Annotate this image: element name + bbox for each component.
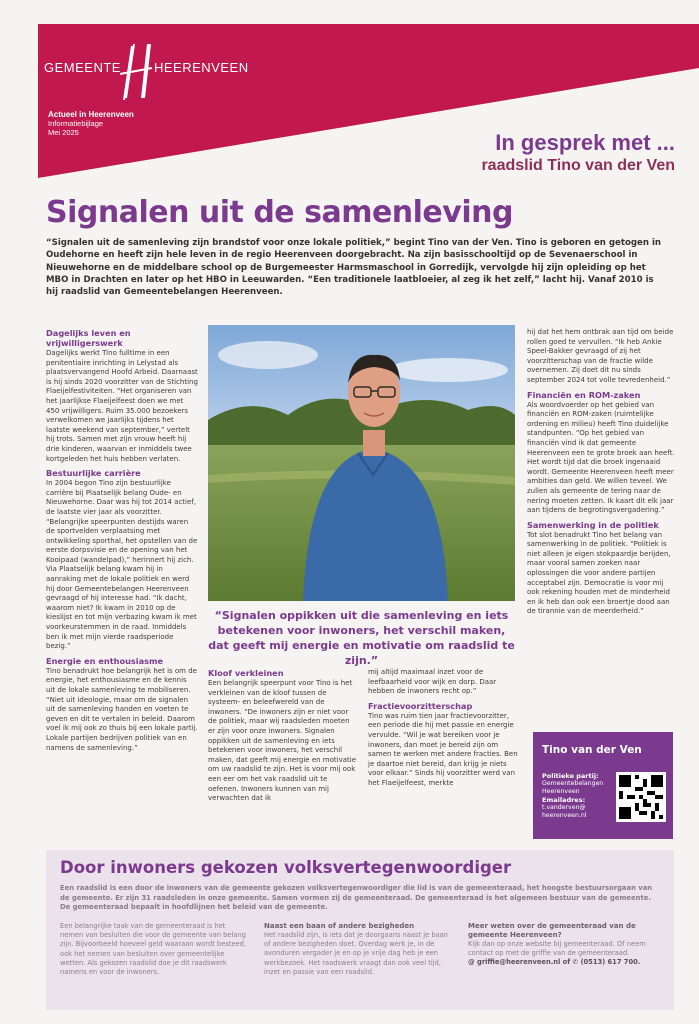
email-value[interactable]: t.vanderven@ (542, 804, 586, 811)
info-text: Kijk dan op onze website bij gemeenteraad. Of neem contact op met de griffie van de gemeenteraad. (468, 940, 646, 958)
column-3 (368, 668, 518, 791)
section-title: Bestuurlijke carrière (46, 468, 141, 479)
kicker (481, 130, 675, 176)
info-column-1 (60, 922, 250, 977)
article-headline: Signalen uit de samenleving (46, 195, 513, 230)
party-value: Heerenveen (542, 788, 580, 795)
section-title: Dagelijks leven en vrijwilligerswerk (46, 328, 131, 348)
info-title: Naast een baan of andere bezigheden (264, 922, 415, 930)
section-text: Tot slot benadrukt Tino het belang van samenwerking in de politiek. “Politiek is niet alleen je eigen stokpaardje berijden, maar vooral samen zoeken naar oplossingen die voor andere partijen acceptabel zijn. Democratie is voor mij ook rekening houden met de minderheid en ik heb dan ook een broertje dood aan de tirannie van de meerderheid.” (527, 530, 671, 616)
article-lead: “Signalen uit de samenleving zijn brandstof voor onze lokale politiek,” begint Tino van der Ven. Tino is geboren en getogen in Oudehorne en heeft zijn hele leven in de regio Heerenveen doorgebracht. Na zijn basisschooltijd op de Sevenaerschool in Nieuwehorne en de middelbare school op de Burgemeester Harmsmaschool in Gorredijk, vervolgde hij zijn opleiding op het MBO in Drachten en later op het HBO in Leeuwarden. “Een traditionele laatbloeier, al zeg ik het zelf,” lacht hij. Vanaf 2010 is hij raadslid van Gemeentebelangen Heerenveen. (46, 238, 662, 298)
column-4 (527, 328, 675, 619)
profile-info (542, 772, 612, 820)
info-text: Een belangrijke taak van de gemeenteraad is het nemen van besluiten die voor de gemeente van belang zijn. Bijvoorbeeld hoeveel geld waaraan wordt besteed, ook het nemen van besluiten over gemeentelijke wetten. Als gekozen raadslid doe je dit raadswerk namens en voor de inwoners. (60, 922, 247, 977)
heerenveen-logo-icon (118, 40, 154, 102)
email-icon: @ (468, 958, 475, 967)
griffie-email-link[interactable]: griffie@heerenveen.nl (477, 958, 561, 967)
section-text: Als woordvoerder op het gebied van financiën en ROM-zaken (ruimtelijke ordening en milieu) heeft Tino duidelijke standpunten. “Op het gebied van financiën vind ik dat gemeente Heerenveen een te grote broek aan heeft. Het wordt tijd dat die broek ingenaaid wordt. Gemeente Heerenveen heeft meer ambities dan geld. We willen teveel. We zullen als gemeente de tering naar de nering moeten zetten. Ik kaart dit elk jaar aan tijdens de begrotingsvergadering.” (527, 400, 675, 515)
profile-card (533, 732, 673, 839)
info-box-lead: Een raadslid is een door de inwoners van de gemeente gekozen volksvertegenwoordiger die lid is van de gemeenteraad, het hoogste bestuursorgaan van de gemeente. Er zijn 31 raadsleden in onze gemeente. Samen vormen zij de gemeenteraad. De gemeenteraad is het algemeen bestuur van de gemeente. De gemeenteraad bepaalt in hoofdlijnen het beleid van de gemeente. (60, 884, 653, 912)
section-text: Dagelijks werkt Tino fulltime in een penitentiaire inrichting in Lelystad als plaatsvervangend Hoofd Arbeid. Daarnaast is hij sinds 2020 voorzitter van de Stichting Flaeijelfestiviteiten. “Het organiseren van het jaarlijkse Flaeijelfeest doen we met 450 vrijwilligers. Ruim 35.000 bezoekers verwelkomen we jaarlijks tijdens het laatste weekend van september,” vertelt hij trots. Samen met zijn vrouw heeft hij drie kinderen, waarvan er inmiddels twee kortgeleden het huis hebben verlaten. (46, 349, 198, 463)
edition-info (48, 110, 134, 137)
qr-code-icon[interactable] (616, 772, 666, 822)
kicker-title: In gesprek met ... (495, 130, 675, 155)
brand-left: GEMEENTE (44, 60, 121, 75)
column-1 (46, 328, 198, 755)
griffie-phone[interactable]: (0513) 617 700. (580, 958, 641, 967)
info-title: Meer weten over de gemeenteraad van de gemeente Heerenveen? (468, 922, 636, 939)
party-label: Politieke partij: (542, 772, 599, 780)
email-value[interactable]: heerenveen.nl (542, 812, 587, 819)
section-text: Een belangrijk speerpunt voor Tino is het verkleinen van de kloof tussen de systeem- en beleefwereld van de inwoners. “De inwoners zijn er niet voor de politiek, maar wij raadsleden moeten er zijn voor onze inwoners. Signalen oppikken uit de samenleving en iets betekenen voor inwoners, het verschil maken, dat geeft mij energie en motivatie om uw raadslid te zijn. Het is voor mij ook een eer om het vak raadslid uit te oefenen. Inwoners kunnen van mij verwachten dat ik (208, 679, 357, 803)
info-box-title: Door inwoners gekozen volksvertegenwoordiger (60, 858, 512, 877)
email-label: Emailadres: (542, 796, 586, 804)
info-column-3 (468, 922, 664, 968)
profile-name: Tino van der Ven (542, 744, 642, 756)
edition-title: Actueel in Heerenveen (48, 110, 134, 119)
section-text: Tino was ruim tien jaar fractievoorzitter, een periode die hij met passie en energie vervulde. “Wil je wat bereiken voor je inwoners, dan moet je bereid zijn om samen te werken met andere fracties. Ben je daartoe niet bereid, dan krijg je niets voor elkaar.” Sinds hij voorzitter werd van het Flaeijelfeest, merkte (368, 711, 518, 787)
section-text: mij altijd maximaal inzet voor de leefbaarheid voor wijk en dorp. Daar hebben de inwoners recht op.” (368, 668, 497, 696)
info-text: Het raadslid zijn, is iets dat je doorgaans naast je baan of andere bezigheden doet. Overdag werk je, in de avonduren vergader je en op je vrije dag heb je een werkbezoek. Het raadswerk vraagt dan ook veel tijd, inzet en passie van een raadslid. (264, 931, 449, 976)
section-title: Samenwerking in de politiek (527, 519, 659, 530)
section-title: Kloof verkleinen (208, 668, 284, 678)
section-text: Tino benadrukt hoe belangrijk het is om de energie, het enthousiasme en de kennis uit de lokale samenleving te mobiliseren. “Niet uit ideologie, maar om de signalen uit de samenleving handen en voeten te geven en dit te vertalen in beleid. Daarom voel ik mij ook zo thuis bij een lokale partij. Lokale partijen bedrijven politiek van en namens de samenleving.” (46, 666, 198, 752)
phone-prefix: of (562, 958, 571, 967)
edition-subtitle: Informatiebijlage (48, 119, 104, 128)
info-box (46, 850, 674, 1010)
phone-icon: ✆ (572, 958, 579, 967)
kicker-subtitle: raadslid Tino van der Ven (481, 157, 675, 174)
party-value: Gemeentebelangen (542, 780, 604, 787)
info-column-2 (264, 922, 454, 977)
section-title: Energie en enthousiasme (46, 655, 164, 666)
section-title: Fractievoorzitterschap (368, 700, 473, 711)
pull-quote: “Signalen oppikken uit die samenleving en iets betekenen voor inwoners, het verschil maken, dat geeft mij energie en motivatie om raadslid te zijn.” (208, 609, 515, 667)
contact-line (468, 958, 664, 967)
column-2 (208, 668, 358, 806)
section-text: In 2004 begon Tino zijn bestuurlijke carrière bij Plaatselijk belang Oude- en Nieuwehorne. Daar was hij tot 2014 actief, de laatste vier jaar als voorzitter. “Belangrijke speerpunten destijds waren de sportvelden verplaatsing met ontwikkeling sporthal, het opstellen van de eerste dorpsvisie en de opening van het Kooipaad (wandelpad),” herinnert hij zich. Via Plaatselijk belang kwam hij in aanraking met de lokale politiek en werd hij door Gemeentebelangen Heerenveen gevraagd of hij interesse had. “Ik dacht, waarom niet? Ik kwam in 2010 op de kieslijst en tot mijn verbazing kwam ik met voorkeurstemmen in de raad. Inmiddels ben ik met mijn vierde raadsperiode bezig.” (46, 479, 198, 651)
brand-right: HEERENVEEN (154, 60, 249, 75)
portrait-photo (208, 325, 515, 601)
edition-date: Mei 2025 (48, 128, 79, 137)
section-text: hij dat het hem ontbrak aan tijd om beide rollen goed te vervullen. “Ik heb Ankie Speel-Bakker gevraagd of zij het voorzitterschap van de fractie wilde overnemen. Zij doet dit nu sinds september 2024 tot volle tevredenheid.” (527, 328, 674, 384)
section-title: Financiën en ROM-zaken (527, 389, 641, 400)
